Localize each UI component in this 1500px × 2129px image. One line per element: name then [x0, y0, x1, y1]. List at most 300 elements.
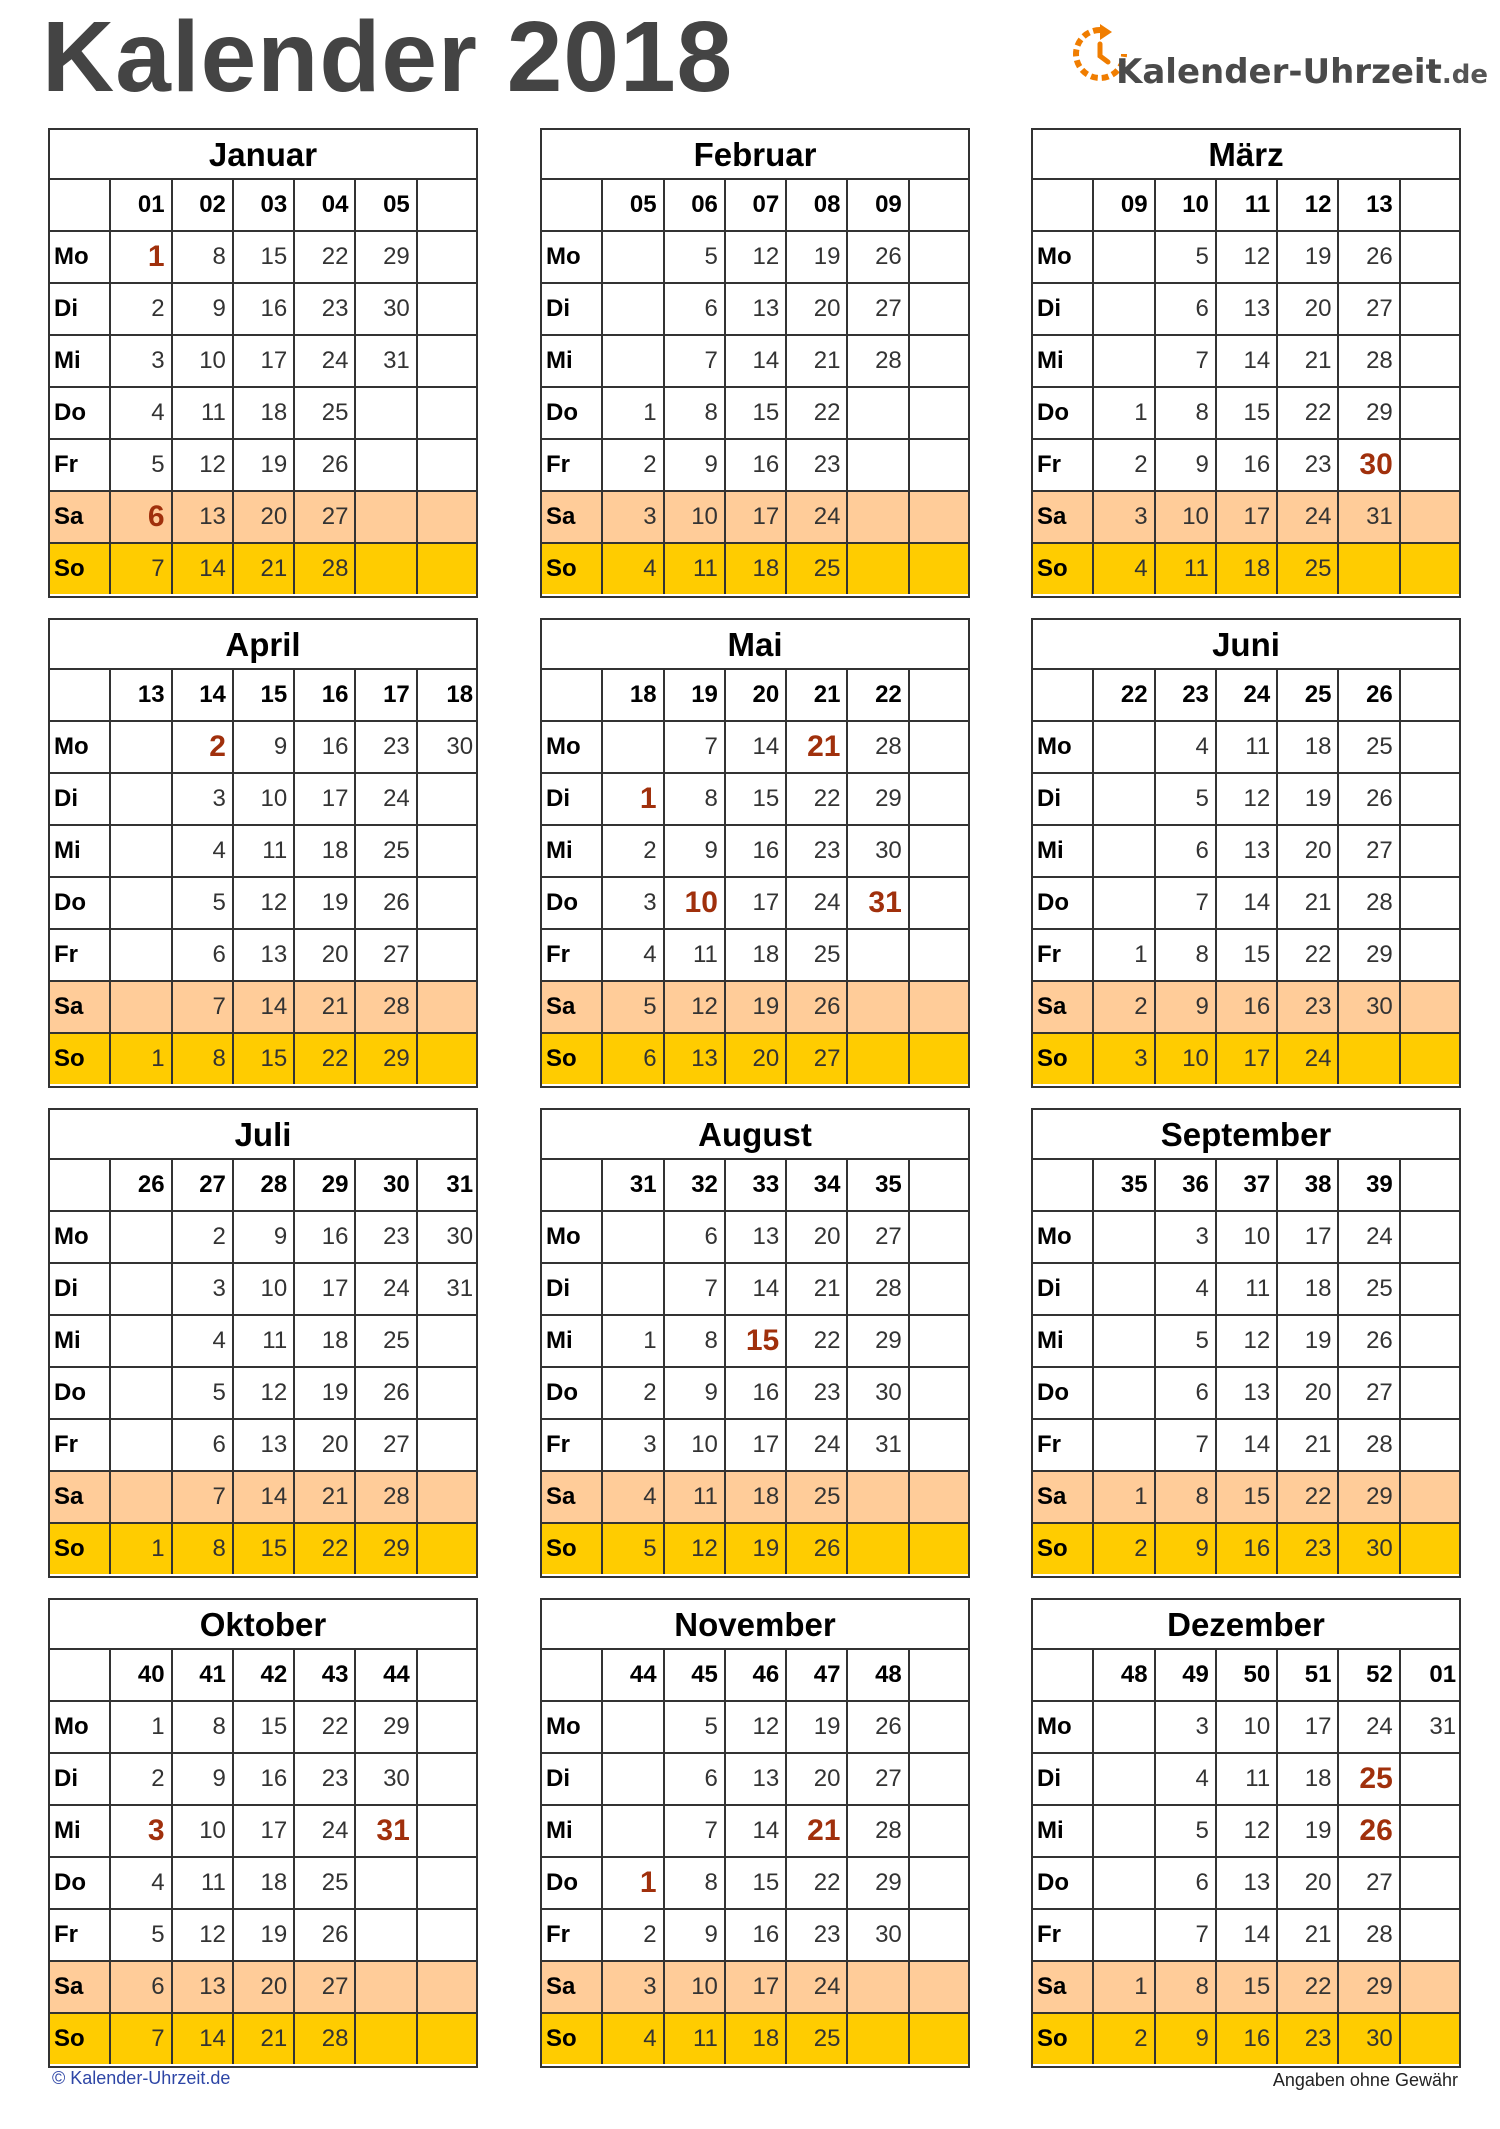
day-cell[interactable]: 12: [173, 440, 234, 490]
day-cell[interactable]: 5: [665, 232, 726, 282]
day-cell[interactable]: 17: [234, 1806, 295, 1856]
day-cell[interactable]: 18: [726, 2014, 787, 2064]
day-cell[interactable]: 18: [726, 544, 787, 594]
day-cell[interactable]: 25: [295, 1858, 356, 1908]
day-cell[interactable]: 5: [603, 982, 664, 1032]
day-cell[interactable]: 15: [234, 1034, 295, 1084]
day-cell[interactable]: 24: [356, 1264, 417, 1314]
day-cell[interactable]: 8: [665, 774, 726, 824]
day-cell[interactable]: 29: [1339, 930, 1400, 980]
day-cell[interactable]: 7: [1156, 336, 1217, 386]
day-cell[interactable]: 9: [173, 1754, 234, 1804]
day-cell[interactable]: 25: [1339, 722, 1400, 772]
day-cell[interactable]: 25: [356, 826, 417, 876]
day-cell[interactable]: 22: [1278, 1472, 1339, 1522]
day-cell[interactable]: 13: [173, 1962, 234, 2012]
day-cell[interactable]: 3: [1156, 1212, 1217, 1262]
day-cell[interactable]: 27: [295, 1962, 356, 2012]
day-cell[interactable]: 12: [726, 1702, 787, 1752]
day-cell[interactable]: 14: [1217, 1910, 1278, 1960]
day-cell[interactable]: 16: [726, 1910, 787, 1960]
day-cell[interactable]: 20: [234, 492, 295, 542]
day-cell[interactable]: 22: [1278, 930, 1339, 980]
day-cell[interactable]: 16: [726, 440, 787, 490]
day-cell[interactable]: 19: [234, 440, 295, 490]
day-cell[interactable]: 16: [1217, 1524, 1278, 1574]
day-cell[interactable]: 12: [1217, 774, 1278, 824]
day-cell[interactable]: 5: [111, 1910, 172, 1960]
holiday-cell[interactable]: 31: [356, 1806, 417, 1856]
holiday-cell[interactable]: 15: [726, 1316, 787, 1366]
day-cell[interactable]: 30: [1339, 982, 1400, 1032]
day-cell[interactable]: 13: [173, 492, 234, 542]
day-cell[interactable]: 14: [1217, 878, 1278, 928]
day-cell[interactable]: 9: [665, 1910, 726, 1960]
day-cell[interactable]: 11: [1217, 1264, 1278, 1314]
day-cell[interactable]: 23: [787, 826, 848, 876]
day-cell[interactable]: 26: [295, 440, 356, 490]
day-cell[interactable]: 2: [1094, 982, 1155, 1032]
day-cell[interactable]: 24: [1339, 1702, 1400, 1752]
day-cell[interactable]: 19: [1278, 1806, 1339, 1856]
day-cell[interactable]: 26: [356, 1368, 417, 1418]
day-cell[interactable]: 20: [1278, 826, 1339, 876]
day-cell[interactable]: 1: [111, 1034, 172, 1084]
day-cell[interactable]: 30: [356, 284, 417, 334]
day-cell[interactable]: 28: [1339, 1420, 1400, 1470]
day-cell[interactable]: 26: [787, 1524, 848, 1574]
day-cell[interactable]: 22: [295, 1702, 356, 1752]
day-cell[interactable]: 10: [1217, 1702, 1278, 1752]
holiday-cell[interactable]: 21: [787, 722, 848, 772]
day-cell[interactable]: 29: [1339, 1472, 1400, 1522]
day-cell[interactable]: 19: [1278, 232, 1339, 282]
day-cell[interactable]: 8: [1156, 930, 1217, 980]
day-cell[interactable]: 22: [295, 1034, 356, 1084]
day-cell[interactable]: 16: [234, 1754, 295, 1804]
day-cell[interactable]: 23: [787, 1368, 848, 1418]
day-cell[interactable]: 30: [1339, 1524, 1400, 1574]
day-cell[interactable]: 19: [295, 878, 356, 928]
day-cell[interactable]: 7: [111, 544, 172, 594]
day-cell[interactable]: 13: [234, 1420, 295, 1470]
day-cell[interactable]: 4: [111, 388, 172, 438]
day-cell[interactable]: 25: [787, 2014, 848, 2064]
holiday-cell[interactable]: 3: [111, 1806, 172, 1856]
day-cell[interactable]: 22: [787, 388, 848, 438]
day-cell[interactable]: 22: [787, 1316, 848, 1366]
day-cell[interactable]: 20: [726, 1034, 787, 1084]
day-cell[interactable]: 6: [173, 930, 234, 980]
day-cell[interactable]: 26: [787, 982, 848, 1032]
day-cell[interactable]: 3: [173, 1264, 234, 1314]
day-cell[interactable]: 27: [848, 1754, 909, 1804]
day-cell[interactable]: 12: [234, 878, 295, 928]
day-cell[interactable]: 3: [603, 1962, 664, 2012]
day-cell[interactable]: 17: [1217, 492, 1278, 542]
day-cell[interactable]: 7: [173, 982, 234, 1032]
day-cell[interactable]: 28: [848, 1806, 909, 1856]
day-cell[interactable]: 11: [234, 1316, 295, 1366]
day-cell[interactable]: 21: [1278, 1420, 1339, 1470]
day-cell[interactable]: 5: [111, 440, 172, 490]
day-cell[interactable]: 21: [1278, 878, 1339, 928]
day-cell[interactable]: 12: [1217, 1806, 1278, 1856]
day-cell[interactable]: 20: [295, 930, 356, 980]
day-cell[interactable]: 26: [356, 878, 417, 928]
day-cell[interactable]: 13: [726, 284, 787, 334]
day-cell[interactable]: 7: [665, 1264, 726, 1314]
day-cell[interactable]: 10: [173, 336, 234, 386]
day-cell[interactable]: 2: [603, 1368, 664, 1418]
day-cell[interactable]: 27: [848, 1212, 909, 1262]
day-cell[interactable]: 13: [234, 930, 295, 980]
day-cell[interactable]: 14: [173, 2014, 234, 2064]
day-cell[interactable]: 20: [787, 1754, 848, 1804]
day-cell[interactable]: 23: [1278, 2014, 1339, 2064]
day-cell[interactable]: 10: [234, 1264, 295, 1314]
day-cell[interactable]: 7: [1156, 878, 1217, 928]
day-cell[interactable]: 2: [603, 826, 664, 876]
holiday-cell[interactable]: 31: [848, 878, 909, 928]
day-cell[interactable]: 18: [726, 930, 787, 980]
day-cell[interactable]: 27: [787, 1034, 848, 1084]
day-cell[interactable]: 20: [787, 1212, 848, 1262]
day-cell[interactable]: 5: [1156, 1316, 1217, 1366]
day-cell[interactable]: 4: [603, 930, 664, 980]
day-cell[interactable]: 17: [295, 1264, 356, 1314]
day-cell[interactable]: 29: [1339, 388, 1400, 438]
day-cell[interactable]: 19: [726, 982, 787, 1032]
day-cell[interactable]: 8: [665, 1316, 726, 1366]
day-cell[interactable]: 8: [665, 388, 726, 438]
day-cell[interactable]: 7: [665, 722, 726, 772]
day-cell[interactable]: 12: [726, 232, 787, 282]
day-cell[interactable]: 3: [1094, 1034, 1155, 1084]
day-cell[interactable]: 6: [173, 1420, 234, 1470]
day-cell[interactable]: 17: [1278, 1702, 1339, 1752]
day-cell[interactable]: 8: [1156, 1962, 1217, 2012]
day-cell[interactable]: 25: [295, 388, 356, 438]
day-cell[interactable]: 13: [1217, 826, 1278, 876]
day-cell[interactable]: 23: [1278, 1524, 1339, 1574]
day-cell[interactable]: 22: [787, 774, 848, 824]
day-cell[interactable]: 21: [234, 2014, 295, 2064]
day-cell[interactable]: 6: [1156, 284, 1217, 334]
day-cell[interactable]: 16: [1217, 440, 1278, 490]
day-cell[interactable]: 1: [1094, 388, 1155, 438]
day-cell[interactable]: 28: [356, 1472, 417, 1522]
day-cell[interactable]: 11: [665, 1472, 726, 1522]
day-cell[interactable]: 8: [173, 1524, 234, 1574]
day-cell[interactable]: 4: [603, 1472, 664, 1522]
day-cell[interactable]: 1: [1094, 1472, 1155, 1522]
day-cell[interactable]: 18: [1217, 544, 1278, 594]
day-cell[interactable]: 3: [173, 774, 234, 824]
day-cell[interactable]: 4: [1156, 1264, 1217, 1314]
day-cell[interactable]: 13: [726, 1212, 787, 1262]
day-cell[interactable]: 9: [234, 722, 295, 772]
day-cell[interactable]: 20: [1278, 1368, 1339, 1418]
day-cell[interactable]: 9: [665, 826, 726, 876]
site-logo[interactable]: [1070, 18, 1488, 108]
day-cell[interactable]: 24: [787, 1420, 848, 1470]
day-cell[interactable]: 14: [726, 722, 787, 772]
day-cell[interactable]: 23: [295, 1754, 356, 1804]
day-cell[interactable]: 28: [848, 336, 909, 386]
day-cell[interactable]: 26: [1339, 232, 1400, 282]
day-cell[interactable]: 11: [665, 930, 726, 980]
holiday-cell[interactable]: 1: [603, 1858, 664, 1908]
day-cell[interactable]: 15: [726, 388, 787, 438]
day-cell[interactable]: 2: [111, 284, 172, 334]
day-cell[interactable]: 12: [665, 1524, 726, 1574]
day-cell[interactable]: 27: [1339, 284, 1400, 334]
day-cell[interactable]: 2: [1094, 2014, 1155, 2064]
day-cell[interactable]: 18: [295, 1316, 356, 1366]
day-cell[interactable]: 21: [1278, 336, 1339, 386]
day-cell[interactable]: 22: [787, 1858, 848, 1908]
day-cell[interactable]: 27: [356, 930, 417, 980]
day-cell[interactable]: 12: [173, 1910, 234, 1960]
day-cell[interactable]: 11: [1156, 544, 1217, 594]
day-cell[interactable]: 7: [173, 1472, 234, 1522]
day-cell[interactable]: 5: [173, 1368, 234, 1418]
day-cell[interactable]: 20: [295, 1420, 356, 1470]
day-cell[interactable]: 1: [1094, 930, 1155, 980]
day-cell[interactable]: 3: [1094, 492, 1155, 542]
day-cell[interactable]: 29: [356, 1524, 417, 1574]
day-cell[interactable]: 3: [603, 492, 664, 542]
day-cell[interactable]: 15: [234, 1524, 295, 1574]
day-cell[interactable]: 3: [1156, 1702, 1217, 1752]
day-cell[interactable]: 29: [848, 774, 909, 824]
day-cell[interactable]: 9: [665, 440, 726, 490]
day-cell[interactable]: 24: [787, 878, 848, 928]
day-cell[interactable]: 27: [356, 1420, 417, 1470]
day-cell[interactable]: 9: [1156, 1524, 1217, 1574]
day-cell[interactable]: 8: [173, 232, 234, 282]
day-cell[interactable]: 12: [1217, 232, 1278, 282]
day-cell[interactable]: 10: [665, 492, 726, 542]
day-cell[interactable]: 31: [446, 1275, 474, 1302]
day-cell[interactable]: 19: [726, 1524, 787, 1574]
day-cell[interactable]: 26: [295, 1910, 356, 1960]
day-cell[interactable]: 10: [665, 1962, 726, 2012]
day-cell[interactable]: 12: [665, 982, 726, 1032]
day-cell[interactable]: 1: [603, 388, 664, 438]
day-cell[interactable]: 17: [726, 492, 787, 542]
day-cell[interactable]: 22: [295, 1524, 356, 1574]
day-cell[interactable]: 13: [1217, 1858, 1278, 1908]
day-cell[interactable]: 4: [111, 1858, 172, 1908]
day-cell[interactable]: 2: [603, 1910, 664, 1960]
day-cell[interactable]: 6: [603, 1034, 664, 1084]
day-cell[interactable]: 17: [234, 336, 295, 386]
day-cell[interactable]: 16: [295, 1212, 356, 1262]
day-cell[interactable]: 23: [1278, 982, 1339, 1032]
day-cell[interactable]: 23: [356, 722, 417, 772]
day-cell[interactable]: 6: [665, 1754, 726, 1804]
day-cell[interactable]: 21: [295, 982, 356, 1032]
day-cell[interactable]: 15: [234, 232, 295, 282]
day-cell[interactable]: 31: [356, 336, 417, 386]
day-cell[interactable]: 21: [787, 336, 848, 386]
day-cell[interactable]: 30: [848, 1368, 909, 1418]
day-cell[interactable]: 5: [665, 1702, 726, 1752]
day-cell[interactable]: 18: [1278, 1264, 1339, 1314]
day-cell[interactable]: 25: [787, 1472, 848, 1522]
day-cell[interactable]: 10: [173, 1806, 234, 1856]
day-cell[interactable]: 6: [1156, 826, 1217, 876]
day-cell[interactable]: 24: [1278, 492, 1339, 542]
day-cell[interactable]: 10: [1156, 492, 1217, 542]
day-cell[interactable]: 27: [1339, 826, 1400, 876]
day-cell[interactable]: 16: [726, 1368, 787, 1418]
day-cell[interactable]: 16: [726, 826, 787, 876]
day-cell[interactable]: 8: [1156, 388, 1217, 438]
day-cell[interactable]: 30: [848, 826, 909, 876]
day-cell[interactable]: 20: [1278, 284, 1339, 334]
day-cell[interactable]: 21: [1278, 1910, 1339, 1960]
day-cell[interactable]: 10: [234, 774, 295, 824]
day-cell[interactable]: 13: [665, 1034, 726, 1084]
holiday-cell[interactable]: 30: [1339, 440, 1400, 490]
day-cell[interactable]: 18: [295, 826, 356, 876]
holiday-cell[interactable]: 10: [665, 878, 726, 928]
day-cell[interactable]: 21: [787, 1264, 848, 1314]
day-cell[interactable]: 29: [356, 232, 417, 282]
holiday-cell[interactable]: 6: [111, 492, 172, 542]
day-cell[interactable]: 18: [234, 388, 295, 438]
day-cell[interactable]: 18: [234, 1858, 295, 1908]
day-cell[interactable]: 12: [234, 1368, 295, 1418]
day-cell[interactable]: 27: [848, 284, 909, 334]
day-cell[interactable]: 11: [1217, 1754, 1278, 1804]
day-cell[interactable]: 24: [356, 774, 417, 824]
day-cell[interactable]: 2: [173, 1212, 234, 1262]
day-cell[interactable]: 4: [173, 826, 234, 876]
day-cell[interactable]: 26: [848, 1702, 909, 1752]
day-cell[interactable]: 11: [1217, 722, 1278, 772]
day-cell[interactable]: 24: [295, 1806, 356, 1856]
holiday-cell[interactable]: 2: [173, 722, 234, 772]
day-cell[interactable]: 15: [234, 1702, 295, 1752]
day-cell[interactable]: 19: [787, 232, 848, 282]
day-cell[interactable]: 2: [111, 1754, 172, 1804]
day-cell[interactable]: 4: [1094, 544, 1155, 594]
day-cell[interactable]: 28: [848, 722, 909, 772]
day-cell[interactable]: 14: [726, 1264, 787, 1314]
day-cell[interactable]: 9: [234, 1212, 295, 1262]
day-cell[interactable]: 5: [173, 878, 234, 928]
day-cell[interactable]: 14: [173, 544, 234, 594]
day-cell[interactable]: 2: [1094, 1524, 1155, 1574]
day-cell[interactable]: 25: [1339, 1264, 1400, 1314]
day-cell[interactable]: 7: [665, 336, 726, 386]
day-cell[interactable]: 28: [1339, 878, 1400, 928]
day-cell[interactable]: 7: [665, 1806, 726, 1856]
day-cell[interactable]: 9: [1156, 440, 1217, 490]
day-cell[interactable]: 13: [726, 1754, 787, 1804]
day-cell[interactable]: 31: [1339, 492, 1400, 542]
day-cell[interactable]: 28: [848, 1264, 909, 1314]
copyright-link[interactable]: © Kalender-Uhrzeit.de: [52, 2068, 231, 2088]
day-cell[interactable]: 28: [356, 982, 417, 1032]
day-cell[interactable]: 24: [1278, 1034, 1339, 1084]
day-cell[interactable]: 27: [1339, 1368, 1400, 1418]
day-cell[interactable]: 25: [1278, 544, 1339, 594]
day-cell[interactable]: 4: [603, 544, 664, 594]
day-cell[interactable]: 28: [295, 544, 356, 594]
day-cell[interactable]: 1: [603, 1316, 664, 1366]
day-cell[interactable]: 1: [1094, 1962, 1155, 2012]
holiday-cell[interactable]: 25: [1339, 1754, 1400, 1804]
day-cell[interactable]: 19: [1278, 774, 1339, 824]
day-cell[interactable]: 5: [1156, 1806, 1217, 1856]
day-cell[interactable]: 23: [1278, 440, 1339, 490]
day-cell[interactable]: 18: [1278, 1754, 1339, 1804]
day-cell[interactable]: 19: [234, 1910, 295, 1960]
day-cell[interactable]: 14: [234, 982, 295, 1032]
day-cell[interactable]: 6: [665, 1212, 726, 1262]
day-cell[interactable]: 27: [295, 492, 356, 542]
day-cell[interactable]: 16: [295, 722, 356, 772]
day-cell[interactable]: 30: [446, 1223, 474, 1250]
day-cell[interactable]: 25: [787, 544, 848, 594]
day-cell[interactable]: 23: [787, 1910, 848, 1960]
day-cell[interactable]: 15: [1217, 388, 1278, 438]
day-cell[interactable]: 11: [173, 388, 234, 438]
day-cell[interactable]: 4: [1156, 722, 1217, 772]
day-cell[interactable]: 8: [665, 1858, 726, 1908]
day-cell[interactable]: 14: [726, 336, 787, 386]
day-cell[interactable]: 24: [787, 492, 848, 542]
day-cell[interactable]: 2: [1094, 440, 1155, 490]
day-cell[interactable]: 10: [665, 1420, 726, 1470]
day-cell[interactable]: 18: [726, 1472, 787, 1522]
day-cell[interactable]: 6: [1156, 1858, 1217, 1908]
day-cell[interactable]: 30: [848, 1910, 909, 1960]
day-cell[interactable]: 10: [1217, 1212, 1278, 1262]
day-cell[interactable]: 23: [295, 284, 356, 334]
day-cell[interactable]: 1: [111, 1524, 172, 1574]
day-cell[interactable]: 22: [295, 232, 356, 282]
day-cell[interactable]: 8: [173, 1034, 234, 1084]
holiday-cell[interactable]: 21: [787, 1806, 848, 1856]
day-cell[interactable]: 4: [173, 1316, 234, 1366]
day-cell[interactable]: 30: [1339, 2014, 1400, 2064]
day-cell[interactable]: 1: [111, 1702, 172, 1752]
day-cell[interactable]: 11: [665, 2014, 726, 2064]
day-cell[interactable]: 19: [787, 1702, 848, 1752]
day-cell[interactable]: 27: [1339, 1858, 1400, 1908]
day-cell[interactable]: 8: [173, 1702, 234, 1752]
day-cell[interactable]: 11: [234, 826, 295, 876]
day-cell[interactable]: 5: [1156, 774, 1217, 824]
day-cell[interactable]: 23: [787, 440, 848, 490]
day-cell[interactable]: 9: [173, 284, 234, 334]
day-cell[interactable]: 6: [665, 284, 726, 334]
day-cell[interactable]: 29: [1339, 1962, 1400, 2012]
day-cell[interactable]: 26: [848, 232, 909, 282]
day-cell[interactable]: 13: [1217, 284, 1278, 334]
day-cell[interactable]: 29: [356, 1034, 417, 1084]
day-cell[interactable]: 17: [1278, 1212, 1339, 1262]
day-cell[interactable]: 26: [1339, 774, 1400, 824]
day-cell[interactable]: 8: [1156, 1472, 1217, 1522]
day-cell[interactable]: 5: [1156, 232, 1217, 282]
